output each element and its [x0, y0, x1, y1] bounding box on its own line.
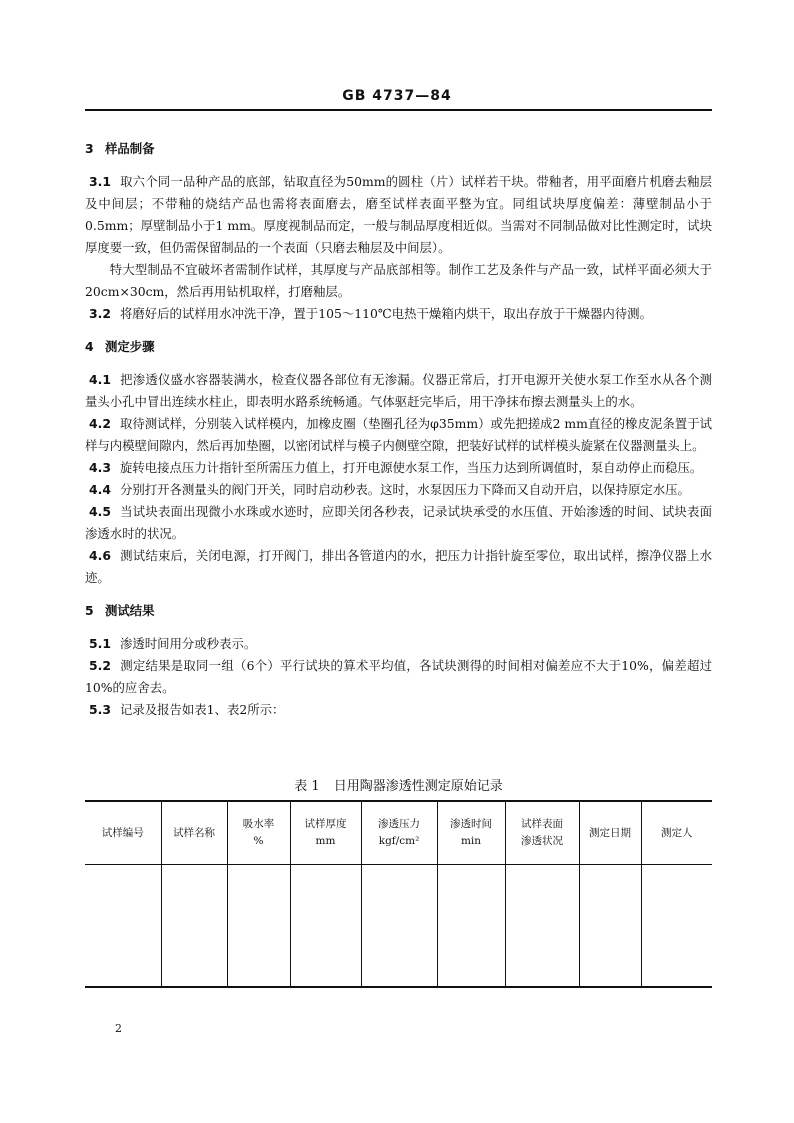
empty-record-cell — [227, 865, 290, 988]
clause-paragraph — [85, 457, 712, 479]
column-header-line1: 试样名称 — [173, 826, 215, 839]
header-rule — [85, 109, 712, 111]
clause-number: 4.1 — [89, 372, 111, 387]
clause-text: 记录及报告如表1、表2所示： — [119, 702, 285, 717]
clause-number: 4.4 — [89, 482, 111, 497]
section-gap — [85, 325, 712, 336]
section-title: 测定步骤 — [105, 339, 155, 354]
table-caption — [85, 775, 712, 794]
column-header-line1: 试样编号 — [101, 826, 144, 839]
clause-paragraph — [85, 699, 712, 721]
clause-paragraph — [85, 369, 712, 413]
table-number: 表 1 — [294, 779, 320, 794]
body-text — [85, 138, 712, 721]
record-table — [85, 800, 712, 988]
clause-number: 4.6 — [89, 548, 111, 563]
column-header-line2: min — [460, 835, 482, 847]
column-header-line1: 吸水率 — [242, 818, 275, 830]
column-header — [505, 801, 579, 865]
column-header-line2: % — [253, 835, 264, 847]
clause-text: 旋转电接点压力计指针至所需压力值上，打开电源使水泵工作，当压力达到所调值时，泵自动停止而稳压。 — [119, 460, 703, 475]
clause-number: 5.2 — [89, 658, 111, 673]
empty-record-cell — [505, 865, 579, 988]
column-header — [227, 801, 290, 865]
empty-record-cell — [641, 865, 712, 988]
clause-text: 测定结果是取同一组（6个）平行试块的算术平均值，各试块测得的时间相对偏差应不大于10%，偏差超过10%的应舍去。 — [85, 658, 712, 695]
section-title: 样品制备 — [105, 141, 155, 156]
column-header-line2: 渗透状况 — [521, 835, 563, 847]
column-header — [361, 801, 437, 865]
empty-record-cell — [437, 865, 505, 988]
empty-record-cell — [290, 865, 361, 988]
section-number: 5 — [85, 603, 94, 618]
section-gap — [85, 622, 712, 633]
clause-number: 4.3 — [89, 460, 111, 475]
clause-text: 把渗透仪盛水容器装满水，检查仪器各部位有无渗漏。仪器正常后，打开电源开关使水泵工作至水从各个测量头小孔中冒出连续水柱止，即表明水路系统畅通。气体驱赶完毕后，用干净抹布擦去测量头上的水。 — [85, 372, 712, 409]
section-gap — [85, 589, 712, 600]
clause-text: 分别打开各测量头的阀门开关，同时启动秒表。这时，水泵因压力下降而又自动开启，以保持原定水压。 — [119, 482, 690, 497]
clause-paragraph — [85, 259, 712, 303]
clause-text: 当试块表面出现微小水珠或水迹时，应即关闭各秒表，记录试块承受的水压值、开始渗透的时间、试块表面渗透水时的状况。 — [85, 504, 712, 541]
clause-paragraph — [85, 655, 712, 699]
column-header — [437, 801, 505, 865]
table-title: 日用陶器渗透性测定原始记录 — [333, 779, 503, 794]
clause-text: 取六个同一品种产品的底部，钻取直径为50mm的圆柱（片）试样若干块。带釉者，用平面磨片机磨去釉层及中间层；不带釉的烧结产品也需将表面磨去，磨至试样表面平整为宜。同组试块厚度偏差：薄壁制品小于0.5mm；厚壁制品小于1 mm。厚度视制品而定，一般与制品厚度相近似。当需对不同制品做对比性测定时，试块厚度要一致，但仍需保留制品的一个表面（只磨去釉层及中间层）。 — [85, 174, 712, 255]
clause-text: 将磨好后的试样用水冲洗干净，置于105～110℃电热干燥箱内烘干，取出存放于干燥器内待测。 — [119, 306, 652, 321]
column-header-line1: 渗透时间 — [450, 818, 492, 830]
section-heading — [85, 138, 712, 160]
clause-paragraph — [85, 413, 712, 457]
section-title: 测试结果 — [105, 603, 155, 618]
column-header — [579, 801, 641, 865]
standard-header: GB 4737—84 — [342, 88, 452, 104]
empty-record-cell — [85, 865, 161, 988]
clause-paragraph — [85, 545, 712, 589]
clause-number: 5.1 — [89, 636, 111, 651]
column-header-line1: 测定日期 — [589, 826, 631, 839]
column-header — [161, 801, 227, 865]
column-header — [641, 801, 712, 865]
clause-number: 4.5 — [89, 504, 111, 519]
section-gap — [85, 358, 712, 369]
column-header-line2: mm — [315, 835, 336, 847]
section-heading — [85, 600, 712, 622]
empty-record-cell — [579, 865, 641, 988]
clause-number: 4.2 — [89, 416, 111, 431]
clause-text: 取待测试样，分别装入试样模内，加橡皮圈（垫圈孔径为φ35mm）或先把搓成2 mm直径的橡皮泥条置于试样与内模壁间隙内，然后再加垫圈，以密闭试样与模子内侧壁空隙，把装好试样的试样模头旋紧在仪器测量头上。 — [85, 416, 712, 453]
clause-number: 3.2 — [89, 306, 111, 321]
section-number: 3 — [85, 141, 94, 156]
clause-number: 5.3 — [89, 702, 111, 717]
column-header-line1: 试样厚度 — [304, 818, 347, 830]
clause-text: 测试结束后，关闭电源，打开阀门，排出各管道内的水，把压力计指针旋至零位，取出试样，擦净仪器上水迹。 — [85, 548, 712, 585]
clause-number: 3.1 — [89, 174, 111, 189]
column-header-line2: kgf/cm² — [378, 835, 420, 847]
clause-text: 渗透时间用分或秒表示。 — [119, 636, 257, 651]
column-header-line1: 渗透压力 — [378, 818, 420, 830]
section-gap — [85, 160, 712, 171]
section-heading — [85, 336, 712, 358]
clause-paragraph — [85, 633, 712, 655]
clause-paragraph — [85, 171, 712, 259]
empty-record-cell — [161, 865, 227, 988]
clause-paragraph — [85, 479, 712, 501]
column-header — [85, 801, 161, 865]
column-header — [290, 801, 361, 865]
page-number: 2 — [115, 1022, 122, 1035]
column-header-line1: 测定人 — [661, 826, 693, 839]
section-number: 4 — [85, 339, 94, 354]
clause-text: 特大型制品不宜破坏者需制作试样，其厚度与产品底部相等。制作工艺及条件与产品一致，试样平面必须大于20cm×30cm，然后再用钻机取样，打磨釉层。 — [85, 262, 712, 299]
column-header-line1: 试样表面 — [521, 818, 563, 830]
clause-paragraph — [85, 501, 712, 545]
clause-paragraph — [85, 303, 712, 325]
empty-record-cell — [361, 865, 437, 988]
